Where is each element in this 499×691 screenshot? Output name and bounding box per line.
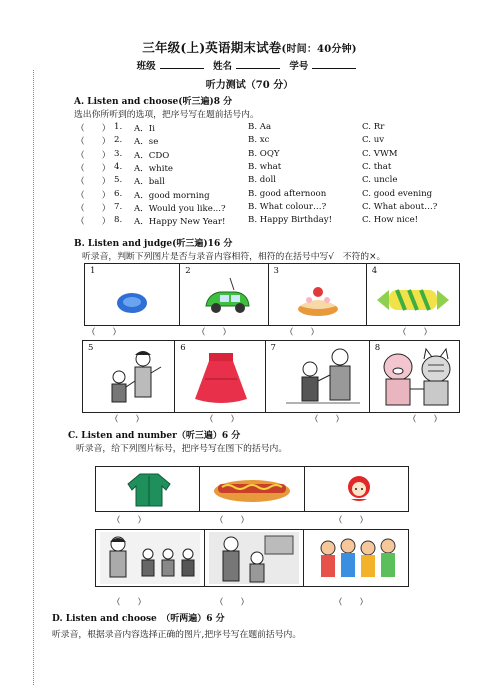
picture-number: 3 <box>273 266 279 276</box>
option-b: B. what <box>248 161 282 172</box>
answer-paren-6[interactable]: （ ） <box>205 415 240 425</box>
answer-paren-1[interactable]: （ ） <box>87 328 122 338</box>
question-row <box>76 135 456 147</box>
listening-heading: 听力测试（70 分） <box>205 80 294 91</box>
question-number: 3. <box>114 148 123 159</box>
number-paren-4[interactable]: （ ） <box>112 598 147 608</box>
question-row <box>76 175 456 187</box>
mother-and-child-image <box>97 347 167 409</box>
option-a: A．se <box>134 137 159 148</box>
cake-image <box>295 280 341 320</box>
option-c: C. What about…? <box>362 201 438 212</box>
number-row-2 <box>95 529 409 587</box>
name-blank[interactable] <box>236 68 280 69</box>
question-number: 7. <box>114 201 123 212</box>
number-paren-3[interactable]: （ ） <box>334 516 369 526</box>
judge-cell-4 <box>367 264 459 325</box>
option-b: B. good afternoon <box>248 188 327 199</box>
option-a: A．Ii <box>134 124 155 134</box>
candy-image <box>375 282 451 316</box>
pig-and-cat-image <box>376 345 458 409</box>
picture-number: 5 <box>88 343 94 353</box>
number-cell-5 <box>205 530 304 586</box>
option-b: B. doll <box>248 175 276 186</box>
grandpa-and-boy-image <box>282 345 364 409</box>
judge-cell-6 <box>175 341 265 412</box>
binding-dotted-line <box>33 70 34 685</box>
section-b-heading: B. Listen and judge(听三遍)16 分 <box>74 239 233 249</box>
picture-number: 8 <box>374 343 381 353</box>
section-a-instruction: 选出你所听到的选项，把序号写在题前括号内。 <box>74 110 259 120</box>
answer-paren[interactable]: （ ） <box>76 163 111 174</box>
option-a: A．white <box>134 163 173 174</box>
teacher-and-class-image <box>100 532 200 584</box>
question-number: 1. <box>114 122 123 132</box>
option-b: B. xc <box>248 135 270 146</box>
section-d-heading: D. Listen and choose （听两遍）6 分 <box>52 614 225 624</box>
title-text: 三年级(上)英语期末试卷 <box>142 40 282 55</box>
option-c: C. uv <box>362 135 385 146</box>
answer-paren[interactable]: （ ） <box>76 137 111 148</box>
number-row-1 <box>95 466 409 512</box>
number-cell-3 <box>305 467 408 511</box>
question-row <box>76 215 456 227</box>
judge-cell-8 <box>370 341 459 412</box>
option-a: A．Happy New Year! <box>134 217 226 228</box>
option-c: C. good evening <box>362 188 433 199</box>
answer-paren-2[interactable]: （ ） <box>197 328 232 338</box>
question-row <box>76 149 456 161</box>
question-number: 5. <box>114 175 123 186</box>
answer-paren-7[interactable]: （ ） <box>310 415 345 425</box>
answer-paren-4[interactable]: （ ） <box>398 328 433 338</box>
answer-paren[interactable]: （ ） <box>76 203 111 214</box>
picture-number: 6 <box>180 343 186 353</box>
answer-paren[interactable]: （ ） <box>76 150 111 161</box>
name-label: 姓名 <box>212 61 232 72</box>
question-number: 8. <box>114 215 123 226</box>
number-cell-2 <box>200 467 304 511</box>
option-a: A．ball <box>134 177 165 188</box>
exam-title <box>0 38 499 56</box>
judge-cell-1 <box>85 264 180 325</box>
judge-cell-5 <box>83 341 175 412</box>
question-row <box>76 202 456 214</box>
question-number: 6. <box>114 188 123 199</box>
number-paren-1[interactable]: （ ） <box>112 516 147 526</box>
option-b: B. What colour…? <box>248 201 327 212</box>
number-paren-5[interactable]: （ ） <box>215 598 250 608</box>
section-c-instruction: 听录音，给下列图片标号，把序号写在图下的括号内。 <box>76 444 288 454</box>
question-row <box>76 122 456 134</box>
section-c-heading: C. Listen and number（听三遍）6 分 <box>68 431 241 441</box>
answer-paren[interactable]: （ ） <box>76 190 111 201</box>
section-d-instruction: 听录音，根据录音内容选择正确的图片,把序号写在题前括号内。 <box>52 630 302 640</box>
title-time: (时间：40分钟) <box>281 44 357 55</box>
answer-paren-5[interactable]: （ ） <box>110 415 145 425</box>
option-c: C. uncle <box>362 175 398 186</box>
option-b: B. Aa <box>248 122 272 132</box>
student-info-line <box>0 58 499 72</box>
option-a: A．CDO <box>134 150 170 161</box>
children-group-image <box>312 534 402 582</box>
option-b: B. Happy Birthday! <box>248 215 333 226</box>
option-c: C. Rr <box>362 122 385 132</box>
number-cell-6 <box>304 530 408 586</box>
picture-number: 1 <box>90 266 96 276</box>
picture-number: 4 <box>371 266 378 276</box>
judge-row-2 <box>82 340 460 413</box>
blue-plate-image <box>115 288 149 316</box>
number-label: 学号 <box>289 61 309 72</box>
answer-paren-8[interactable]: （ ） <box>408 415 443 425</box>
picture-number: 7 <box>270 343 276 353</box>
answer-paren[interactable]: （ ） <box>76 177 111 188</box>
judge-cell-3 <box>269 264 367 325</box>
option-a: A．good morning <box>134 190 210 201</box>
question-number: 4. <box>114 161 123 172</box>
judge-cell-2 <box>180 264 268 325</box>
question-number: 2. <box>114 135 123 146</box>
answer-paren[interactable]: （ ） <box>76 124 111 134</box>
number-paren-6[interactable]: （ ） <box>334 598 369 608</box>
number-cell-4 <box>96 530 205 586</box>
option-c: C. How nice! <box>362 215 419 226</box>
option-a: A．Would you like...? <box>134 203 226 214</box>
answer-paren-3[interactable]: （ ） <box>285 328 320 338</box>
question-row <box>76 189 456 201</box>
option-b: B. OQY <box>248 148 280 159</box>
section-b-instruction: 听录音，判断下列图片是否与录音内容相符，相符的在括号中写√ 不符的×。 <box>82 252 386 262</box>
judge-cell-7 <box>266 341 370 412</box>
judge-row-1 <box>84 263 460 326</box>
number-cell-1 <box>96 467 200 511</box>
red-skirt-image <box>191 349 251 407</box>
number-paren-2[interactable]: （ ） <box>215 516 250 526</box>
green-jacket-image <box>126 470 172 508</box>
hot-dog-image <box>210 473 294 505</box>
section-a-heading: A. Listen and choose(听三遍)8 分 <box>74 97 233 107</box>
class-label: 班级 <box>136 61 156 72</box>
green-car-image <box>202 276 252 320</box>
class-blank[interactable] <box>160 68 204 69</box>
red-hair-girl-image <box>345 473 373 505</box>
family-image <box>209 532 299 584</box>
option-c: C. that <box>362 161 392 172</box>
picture-number: 2 <box>185 266 191 276</box>
question-row <box>76 162 456 174</box>
option-c: C. VWM <box>362 148 398 159</box>
answer-paren[interactable]: （ ） <box>76 217 111 228</box>
number-blank[interactable] <box>312 68 356 69</box>
